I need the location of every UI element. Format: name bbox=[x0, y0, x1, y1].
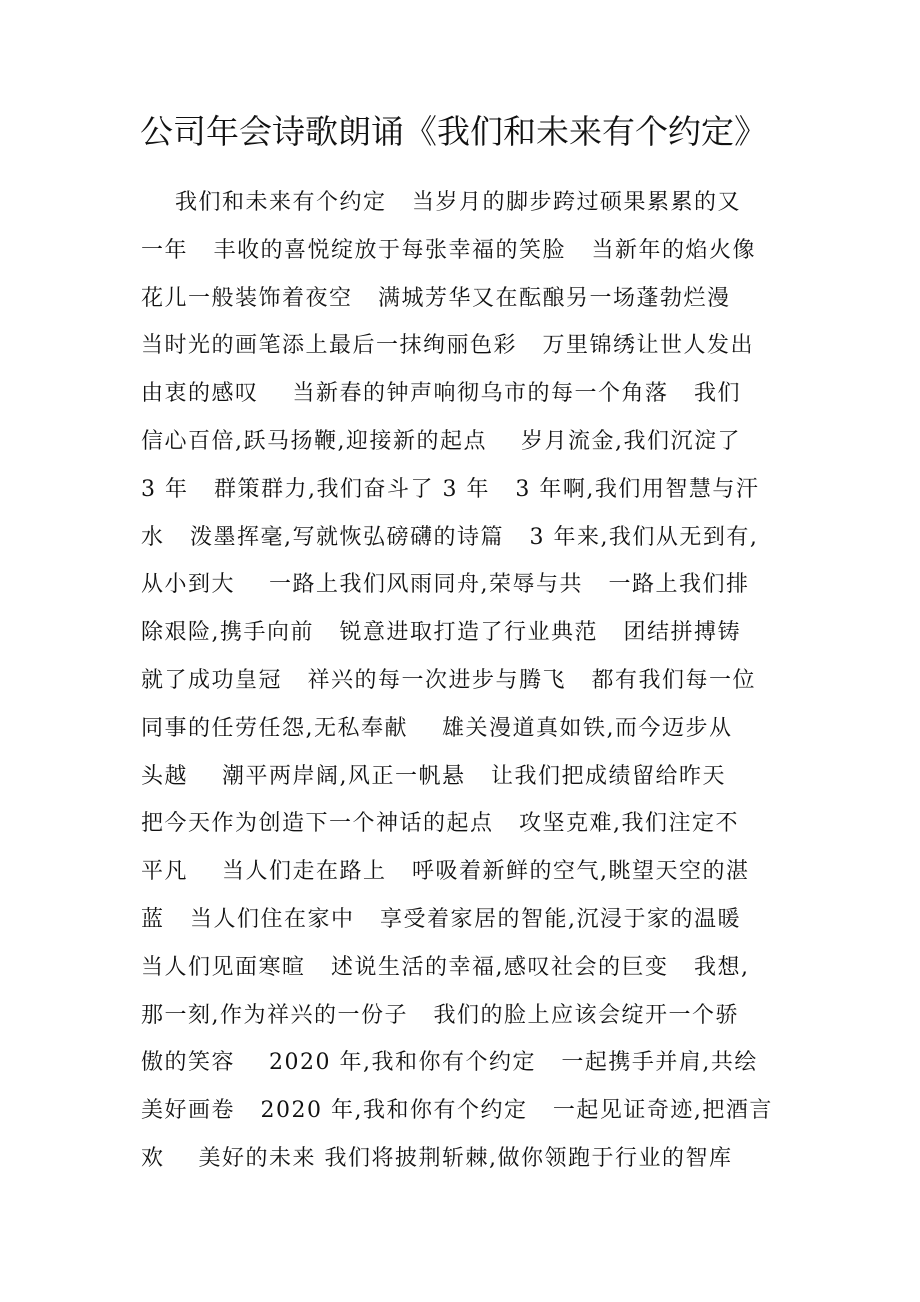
text-line: 那一刻,作为祥兴的一份子 我们的脸上应该会绽开一个骄 bbox=[141, 1002, 739, 1028]
text-line: 美好画卷 2020 年,我和你有个约定 一起见证奇迹,把酒言 bbox=[141, 1098, 773, 1124]
text-line: 就了成功皇冠 祥兴的每一次进步与腾飞 都有我们每一位 bbox=[141, 667, 756, 693]
document-title: 公司年会诗歌朗诵《我们和未来有个约定》 bbox=[140, 112, 767, 151]
text-line: 蓝 当人们住在家中 享受着家居的智能,沉浸于家的温暖 bbox=[141, 906, 741, 932]
poem-body bbox=[141, 179, 791, 1183]
text-line: 由衷的感叹 当新春的钟声响彻乌市的每一个角落 我们 bbox=[141, 381, 741, 407]
text-line: 我们和未来有个约定 当岁月的脚步跨过硕果累累的又 bbox=[141, 190, 741, 215]
text-line: 头越 潮平两岸阔,风正一帆悬 让我们把成绩留给昨天 bbox=[141, 763, 726, 789]
text-line: 花儿一般装饰着夜空 满城芳华又在酝酿另一场蓬勃烂漫 bbox=[141, 285, 731, 311]
text-line: 一年 丰收的喜悦绽放于每张幸福的笑脸 当新年的焰火像 bbox=[141, 237, 756, 263]
text-line: 3 年 群策群力,我们奋斗了 3 年 3 年啊,我们用智慧与汗 bbox=[141, 476, 760, 502]
text-line: 水 泼墨挥毫,写就恢弘磅礴的诗篇 3 年来,我们从无到有, bbox=[141, 524, 759, 550]
text-line: 平凡 当人们走在路上 呼吸着新鲜的空气,眺望天空的湛 bbox=[141, 859, 750, 885]
text-line: 从小到大 一路上我们风雨同舟,荣辱与共 一路上我们排 bbox=[141, 572, 750, 598]
text-line: 同事的任劳任怨,无私奉献 雄关漫道真如铁,而今迈步从 bbox=[141, 715, 733, 741]
text-line: 傲的笑容 2020 年,我和你有个约定 一起携手并肩,共绘 bbox=[141, 1050, 758, 1076]
text-line: 当时光的画笔添上最后一抹绚丽色彩 万里锦绣让世人发出 bbox=[141, 333, 754, 359]
text-line: 除艰险,携手向前 锐意进取打造了行业典范 团结拼搏铸 bbox=[141, 620, 741, 646]
text-line: 信心百倍,跃马扬鞭,迎接新的起点 岁月流金,我们沉淀了 bbox=[141, 428, 741, 454]
text-line: 欢 美好的未来 我们将披荆斩棘,做你领跑于行业的智库 bbox=[141, 1145, 733, 1171]
text-line: 当人们见面寒暄 述说生活的幸福,感叹社会的巨变 我想, bbox=[141, 954, 750, 980]
text-line: 把今天作为创造下一个神话的起点 攻坚克难,我们注定不 bbox=[141, 811, 739, 837]
